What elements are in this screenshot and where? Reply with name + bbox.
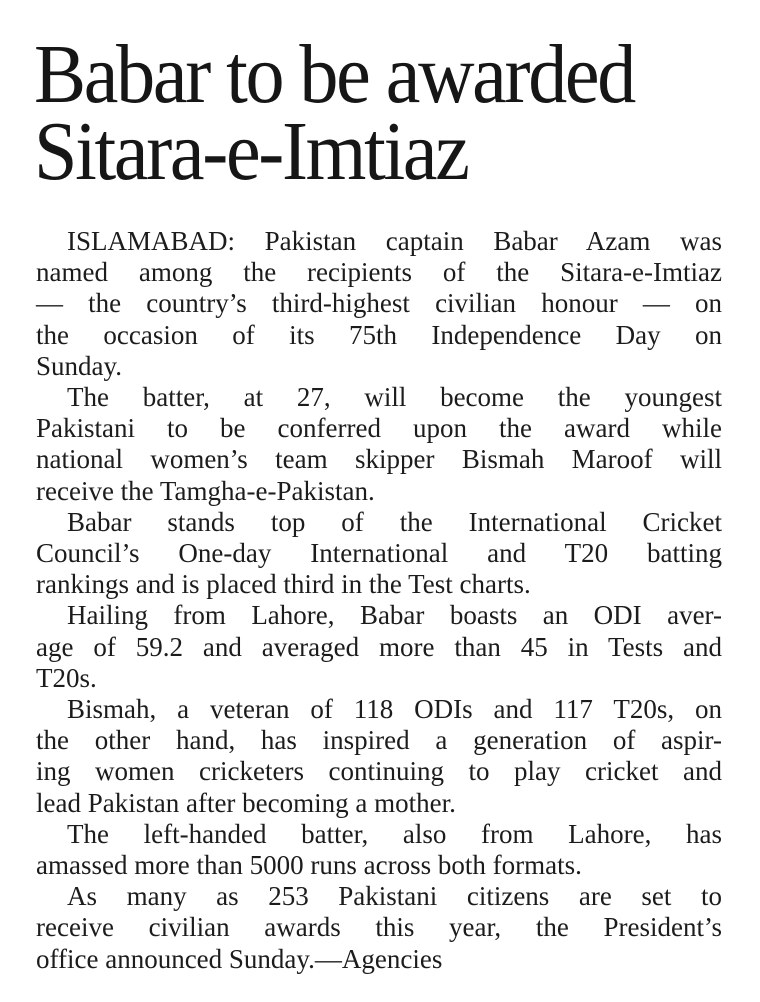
text-line: lead Pakistan after becoming a mother. — [36, 787, 456, 818]
text-line: — the country’s third-highest civilian honour — on — [36, 288, 722, 319]
text-line: Hailing from Lahore, Babar boasts an ODI aver- — [67, 600, 722, 631]
headline — [34, 28, 685, 198]
paragraph — [36, 600, 722, 694]
paragraph-closing — [36, 881, 722, 975]
text-line: Council’s One-day International and T20 batting — [36, 538, 722, 569]
text-line: Babar stands top of the International Cricket — [67, 506, 722, 537]
text-line: rankings and is placed third in the Test charts. — [36, 569, 531, 600]
paragraph — [36, 382, 722, 507]
text-line: named among the recipients of the Sitara-e-Imtiaz — [36, 257, 722, 288]
text-line: amassed more than 5000 runs across both formats. — [36, 850, 582, 881]
text-line: ing women cricketers continuing to play cricket and — [36, 756, 722, 787]
text-line: As many as 253 Pakistani citizens are set to — [67, 881, 722, 912]
text-line: age of 59.2 and averaged more than 45 in Tests and — [36, 631, 722, 662]
text-line: ISLAMABAD: Pakistan captain Babar Azam was — [67, 226, 722, 256]
paragraph — [36, 507, 722, 601]
text-line: receive the Tamgha-e-Pakistan. — [36, 475, 375, 506]
text-line: Sunday. — [36, 350, 122, 381]
headline-line-1: Babar to be awarded — [34, 28, 635, 121]
text-line: The batter, at 27, will become the youngest — [67, 382, 722, 413]
text-line: Bismah, a veteran of 118 ODIs and 117 T20s, on — [67, 694, 722, 725]
text-line: national women’s team skipper Bismah Maroof will — [36, 444, 722, 475]
article-body — [36, 226, 722, 975]
text-line: office announced Sunday.—Agencies — [36, 943, 443, 974]
paragraph-dateline — [36, 226, 722, 382]
paragraph — [36, 694, 722, 819]
paragraph — [36, 819, 722, 881]
text-line: The left-handed batter, also from Lahore, has — [67, 818, 722, 849]
text-line: the occasion of its 75th Independence Day on — [36, 319, 722, 350]
text-line: Pakistani to be conferred upon the award while — [36, 413, 722, 444]
headline-line-2: Sitara-e-Imtiaz — [34, 105, 468, 198]
text-line: receive civilian awards this year, the President’s — [36, 912, 722, 943]
text-line: T20s. — [36, 662, 97, 693]
text-line: the other hand, has inspired a generation of aspir- — [36, 725, 722, 756]
